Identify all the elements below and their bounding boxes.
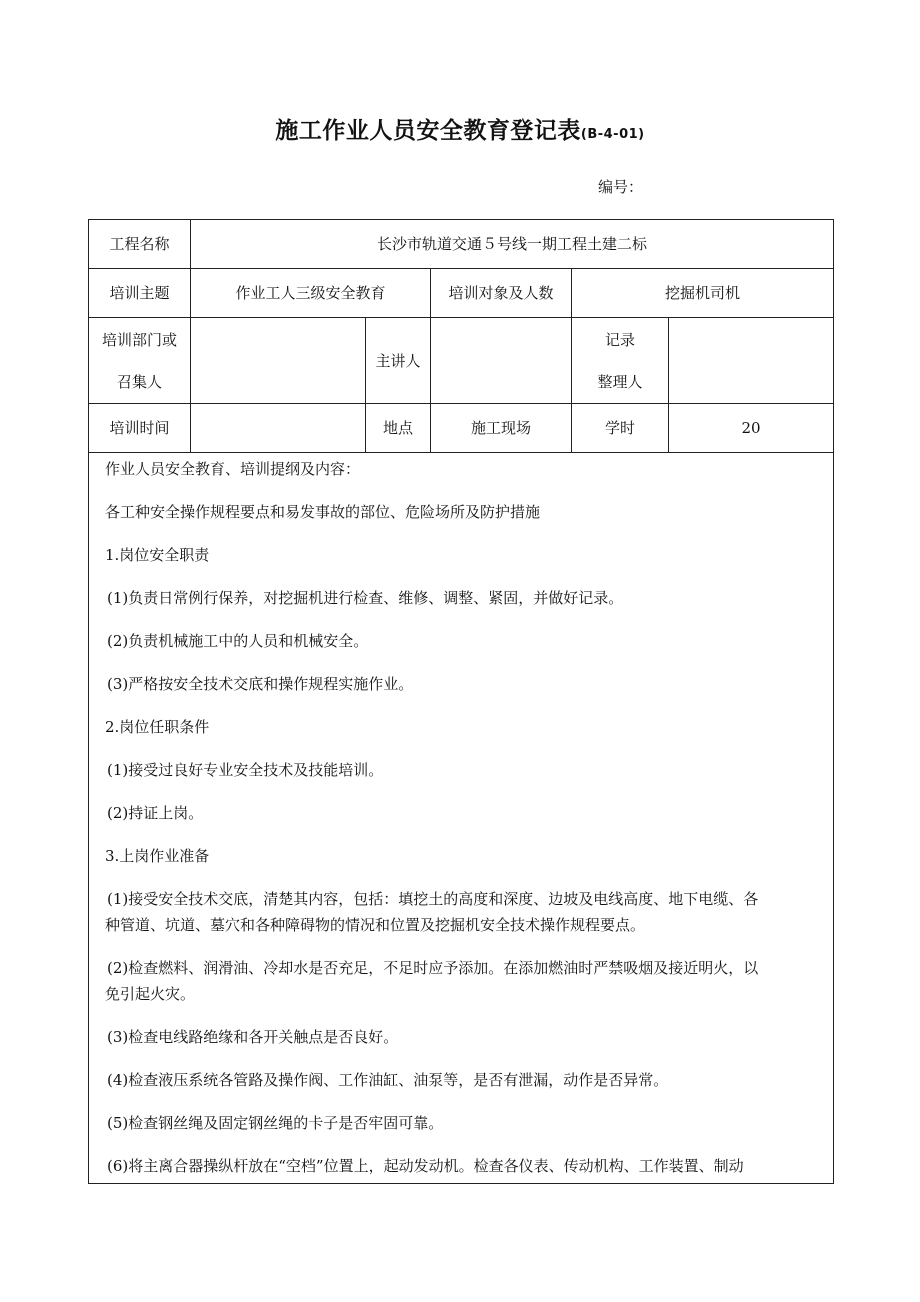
recorder-label-line2: 整理人 [597, 372, 643, 391]
dept-label [89, 318, 191, 404]
section-3-item-2-line1: (2)检查燃料、润滑油、冷却水是否充足，不足时应予添加。在添加燃油时严禁吸烟及接近明火，以 [107, 959, 759, 977]
topic-label: 培训主题 [89, 269, 191, 318]
section-1-item-3: (3)严格按安全技术交底和操作规程实施作业。 [107, 675, 414, 693]
section-1-item-2: (2)负责机械施工中的人员和机械安全。 [107, 632, 369, 650]
training-content [89, 453, 834, 1184]
time-value[interactable] [191, 404, 366, 453]
section-3-heading: 3.上岗作业准备 [105, 847, 210, 865]
section-3-item-5: (5)检查钢丝绳及固定钢丝绳的卡子是否牢固可靠。 [107, 1114, 444, 1132]
content-heading: 作业人员安全教育、培训提纲及内容： [105, 460, 361, 478]
target-value: 挖掘机司机 [572, 269, 834, 318]
section-2-item-2: (2)持证上岗。 [107, 804, 204, 822]
hours-value: 20 [669, 404, 834, 453]
target-label: 培训对象及人数 [431, 269, 572, 318]
dept-value[interactable] [191, 318, 366, 404]
form-code: (B-4-01) [580, 127, 645, 142]
lecturer-label: 主讲人 [366, 318, 431, 404]
topic-value: 作业工人三级安全教育 [191, 269, 431, 318]
project-name-label: 工程名称 [89, 220, 191, 269]
section-1-item-1: (1)负责日常例行保养，对挖掘机进行检查、维修、调整、紧固，并做好记录。 [107, 589, 624, 607]
section-3-item-1-line1: (1)接受安全技术交底，清楚其内容，包括：填挖土的高度和深度、边坡及电线高度、地下电缆、各 [107, 890, 759, 908]
place-value: 施工现场 [431, 404, 572, 453]
title-text: 施工作业人员安全教育登记表 [275, 118, 581, 144]
dept-label-line1: 培训部门或 [101, 330, 177, 349]
content-intro: 各工种安全操作规程要点和易发事故的部位、危险场所及防护措施 [105, 503, 541, 521]
section-3-item-1-line2: 种管道、坑道、墓穴和各种障碍物的情况和位置及挖掘机安全技术操作规程要点。 [105, 916, 646, 934]
recorder-label-line1: 记录 [604, 330, 635, 349]
serial-number-label: 编号： [598, 178, 644, 196]
section-3-item-4: (4)检查液压系统各管路及操作阀、工作油缸、油泵等，是否有泄漏，动作是否异常。 [107, 1071, 669, 1089]
dept-label-line2: 召集人 [116, 372, 162, 391]
place-label: 地点 [366, 404, 431, 453]
time-label: 培训时间 [89, 404, 191, 453]
lecturer-value[interactable] [431, 318, 572, 404]
recorder-label [572, 318, 669, 404]
section-2-heading: 2.岗位任职条件 [105, 718, 210, 736]
section-3-item-6: (6)将主离合器操纵杆放在“空档”位置上，起动发动机。检查各仪表、传动机构、工作装置、制动 [107, 1157, 744, 1175]
section-1-heading: 1.岗位安全职责 [105, 546, 210, 564]
registration-form [88, 219, 834, 1184]
section-3-item-2-line2: 免引起火灾。 [105, 985, 196, 1003]
section-2-item-1: (1)接受过良好专业安全技术及技能培训。 [107, 761, 384, 779]
section-3-item-3: (3)检查电线路绝缘和各开关触点是否良好。 [107, 1028, 399, 1046]
hours-label: 学时 [572, 404, 669, 453]
project-name-value: 长沙市轨道交通５号线一期工程土建二标 [191, 220, 834, 269]
document-title [0, 112, 920, 145]
recorder-value[interactable] [669, 318, 834, 404]
